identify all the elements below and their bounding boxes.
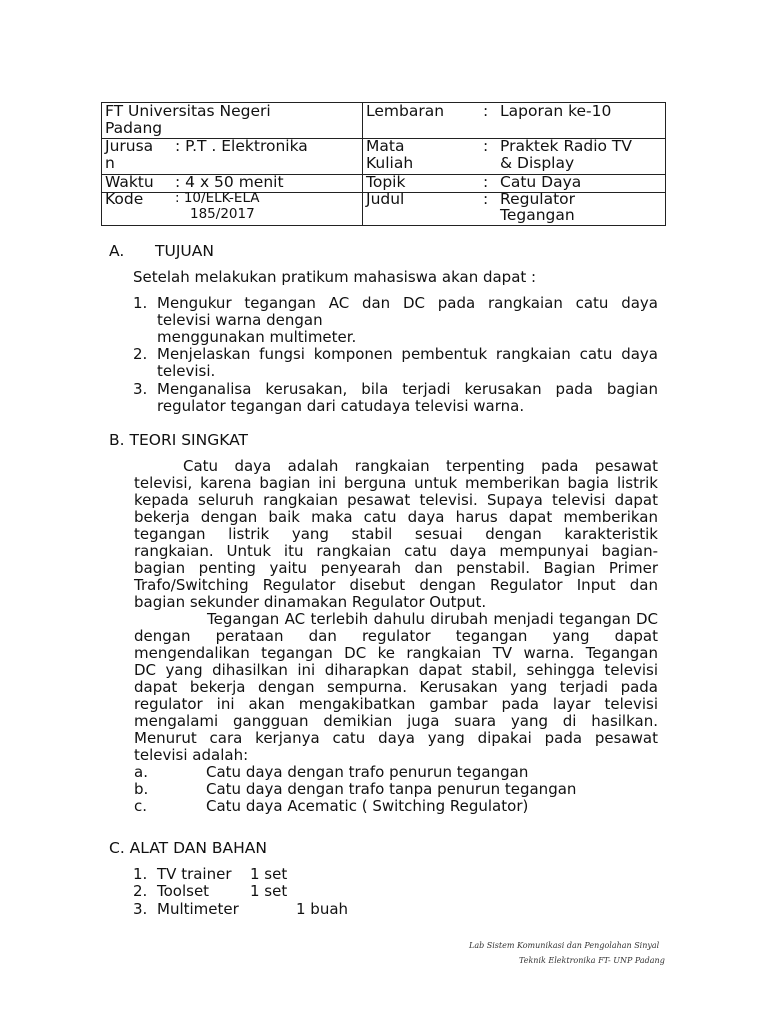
paragraph-line: rangkaian. Untuk itu rangkaian catu daya mempunyai bagian- bbox=[134, 542, 658, 560]
equipment-qty: 1 buah bbox=[296, 900, 349, 918]
list-number: 1. bbox=[133, 865, 148, 883]
paragraph-line: bekerja dengan baik maka catu daya harus dapat memberikan bbox=[134, 508, 658, 526]
paragraph-line: Catu daya adalah rangkaian terpenting pada pesawat bbox=[183, 457, 658, 475]
topik-label: Topik bbox=[366, 173, 406, 191]
table-divider bbox=[362, 103, 363, 225]
paragraph-line: dapat bekerja dengan sempurna. Kerusakan yang terjadi pada bbox=[134, 678, 658, 696]
waktu-value: : 4 x 50 menit bbox=[175, 173, 284, 191]
section-a-intro: Setelah melakukan pratikum mahasiswa akan dapat : bbox=[133, 268, 537, 286]
paragraph-line: mengendalikan tegangan DC ke rangkaian TV warna. Tegangan bbox=[134, 644, 658, 662]
judul-value: Regulator bbox=[500, 190, 576, 208]
section-a-title: TUJUAN bbox=[155, 242, 214, 260]
list-number: 1. bbox=[133, 294, 148, 312]
jurusan-label-cont: n bbox=[105, 154, 115, 172]
colon: : bbox=[483, 190, 489, 208]
list-item: televisi. bbox=[157, 362, 216, 380]
list-item: Menganalisa kerusakan, bila terjadi kerusakan pada bagian bbox=[157, 380, 658, 398]
equipment-qty: 1 set bbox=[250, 882, 288, 900]
section-b-title: B. TEORI SINGKAT bbox=[109, 431, 248, 449]
list-letter: b. bbox=[134, 780, 149, 798]
judul-value-cont: Tegangan bbox=[500, 206, 575, 224]
paragraph-line: televisi, karena bagian ini berguna untuk memberikan bagia listrik bbox=[134, 474, 658, 492]
list-number: 3. bbox=[133, 380, 148, 398]
judul-label: Judul bbox=[366, 190, 405, 208]
equipment-qty: 1 set bbox=[250, 865, 288, 883]
lembaran-label: Lembaran bbox=[366, 102, 445, 120]
footer-department: Teknik Elektronika FT- UNP Padang bbox=[519, 956, 665, 965]
kode-label: Kode bbox=[105, 190, 144, 208]
equipment-name: Toolset bbox=[157, 882, 210, 900]
list-item: televisi warna dengan bbox=[157, 311, 323, 329]
paragraph-line: kepada seluruh rangkaian pesawat televisi. Supaya televisi dapat bbox=[134, 491, 658, 509]
list-letter: c. bbox=[134, 797, 148, 815]
paragraph-line: DC yang dihasilkan ini diharapkan dapat stabil, sehingga televisi bbox=[134, 661, 658, 679]
list-number: 2. bbox=[133, 882, 148, 900]
kode-value: : 10/ELK-ELA bbox=[175, 190, 260, 206]
list-item: Catu daya dengan trafo penurun tegangan bbox=[206, 763, 529, 781]
list-letter: a. bbox=[134, 763, 148, 781]
list-number: 3. bbox=[133, 900, 148, 918]
paragraph-line: bagian sekunder dinamakan Regulator Output. bbox=[134, 593, 487, 611]
list-item: menggunakan multimeter. bbox=[157, 328, 357, 346]
colon: : bbox=[483, 102, 489, 120]
paragraph-line: dengan perataan dan regulator tegangan yang dapat bbox=[134, 627, 658, 645]
list-item: regulator tegangan dari catudaya televisi warna. bbox=[157, 397, 525, 415]
mata-kuliah-value-cont: & Display bbox=[500, 154, 575, 172]
institution-city: Padang bbox=[105, 119, 163, 137]
topik-value: Catu Daya bbox=[500, 173, 582, 191]
colon: : bbox=[483, 173, 489, 191]
list-item: Catu daya Acematic ( Switching Regulator) bbox=[206, 797, 529, 815]
equipment-name: Multimeter bbox=[157, 900, 239, 918]
list-item: Catu daya dengan trafo tanpa penurun tegangan bbox=[206, 780, 577, 798]
kode-value-cont: 185/2017 bbox=[190, 206, 255, 222]
mata-kuliah-value: Praktek Radio TV bbox=[500, 137, 632, 155]
paragraph-line: bagian penting yaitu penyearah dan penstabil. Bagian Primer bbox=[134, 559, 658, 577]
footer-lab: Lab Sistem Komunikasi dan Pengolahan Sinyal bbox=[469, 941, 660, 950]
mata-kuliah-label-cont: Kuliah bbox=[366, 154, 414, 172]
equipment-name: TV trainer bbox=[157, 865, 232, 883]
list-item: Mengukur tegangan AC dan DC pada rangkaian catu daya bbox=[157, 294, 658, 312]
waktu-label: Waktu bbox=[105, 173, 154, 191]
colon: : bbox=[483, 137, 489, 155]
paragraph-line: regulator ini akan mengakibatkan gambar pada layar televisi bbox=[134, 695, 658, 713]
mata-kuliah-label: Mata bbox=[366, 137, 405, 155]
jurusan-value: : P.T . Elektronika bbox=[175, 137, 308, 155]
jurusan-label: Jurusa bbox=[105, 137, 154, 155]
paragraph-line: mengalami gangguan demikian juga suara yang di hasilkan. bbox=[134, 712, 658, 730]
section-c-title: C. ALAT DAN BAHAN bbox=[109, 839, 267, 857]
section-a-letter: A. bbox=[109, 242, 125, 260]
paragraph-line: Tegangan AC terlebih dahulu dirubah menjadi tegangan DC bbox=[207, 610, 658, 628]
paragraph-line: Menurut cara kerjanya catu daya yang dipakai pada pesawat bbox=[134, 729, 658, 747]
paragraph-line: Trafo/Switching Regulator disebut dengan Regulator Input dan bbox=[134, 576, 658, 594]
list-number: 2. bbox=[133, 345, 148, 363]
paragraph-line: tegangan listrik yang stabil sesuai dengan karakteristik bbox=[134, 525, 658, 543]
institution-name: FT Universitas Negeri bbox=[105, 102, 271, 120]
paragraph-line: televisi adalah: bbox=[134, 746, 249, 764]
lembaran-value: Laporan ke-10 bbox=[500, 102, 612, 120]
list-item: Menjelaskan fungsi komponen pembentuk rangkaian catu daya bbox=[157, 345, 658, 363]
